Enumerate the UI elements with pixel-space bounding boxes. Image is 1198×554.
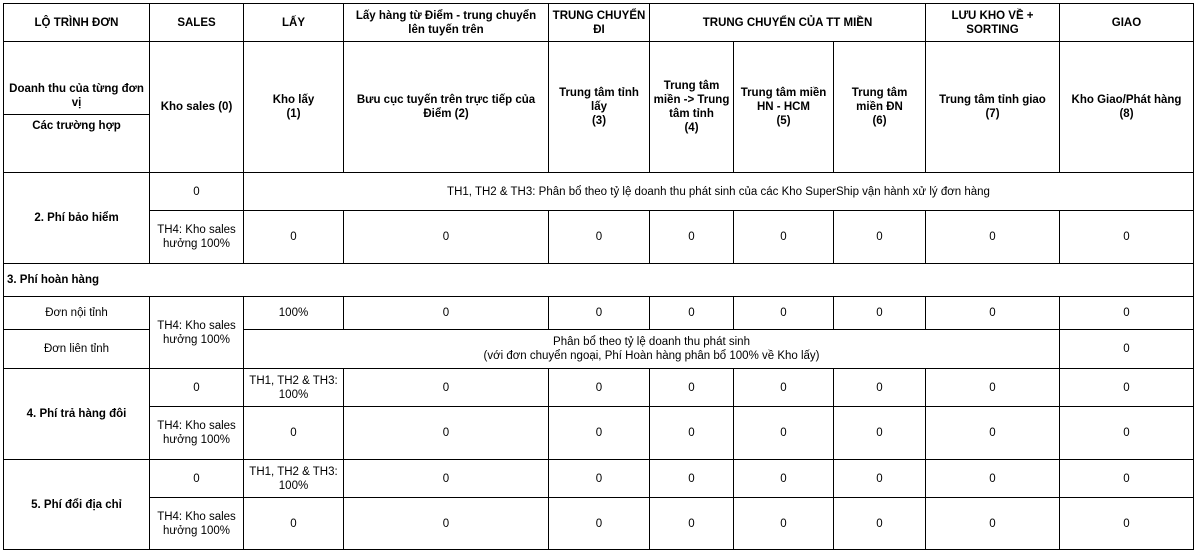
row-label-noi-tinh: Đơn nội tỉnh <box>4 297 150 330</box>
table-cell: 0 <box>650 211 734 264</box>
table-cell: 0 <box>344 369 549 407</box>
table-cell: 0 <box>1060 407 1194 460</box>
table-cell: 0 <box>926 460 1060 498</box>
table-cell: 0 <box>549 297 650 330</box>
row-label-doi-dia-chi: 5. Phí đổi địa chỉ <box>4 460 150 550</box>
header-trung-chuyen-mien: TRUNG CHUYỂN CỦA TT MIỀN <box>650 4 926 42</box>
subheader-col0: Kho sales (0) <box>150 42 244 173</box>
table-cell: 0 <box>344 407 549 460</box>
table-cell: TH1, TH2 & TH3: 100% <box>244 369 344 407</box>
table-cell: 0 <box>549 369 650 407</box>
header-luu-kho: LƯU KHO VỀ + SORTING <box>926 4 1060 42</box>
subheader-col6: Trung tâm miền ĐN (6) <box>834 42 926 173</box>
table-cell: 0 <box>244 498 344 550</box>
revenue-allocation-table <box>3 3 1194 550</box>
header-trung-chuyen-di: TRUNG CHUYỂN ĐI <box>549 4 650 42</box>
table-cell: 0 <box>734 498 834 550</box>
table-cell: 0 <box>834 211 926 264</box>
table-cell: 0 <box>926 369 1060 407</box>
table-cell: 0 <box>834 369 926 407</box>
table-cell: 0 <box>1060 369 1194 407</box>
table-cell: TH4: Kho sales hưởng 100% <box>150 498 244 550</box>
header-giao: GIAO <box>1060 4 1194 42</box>
table-cell: 0 <box>834 460 926 498</box>
table-cell: 0 <box>926 498 1060 550</box>
corner-top-label: Doanh thu của từng đơn vị <box>4 82 149 115</box>
row-label-tra-hang: 4. Phí trả hàng đôi <box>4 369 150 460</box>
table-cell: 0 <box>734 211 834 264</box>
table-cell: 0 <box>650 498 734 550</box>
subheader-col7: Trung tâm tỉnh giao (7) <box>926 42 1060 173</box>
table-cell: 0 <box>926 407 1060 460</box>
table-cell: 0 <box>734 297 834 330</box>
table-cell: 0 <box>344 211 549 264</box>
table-cell: 0 <box>1060 498 1194 550</box>
table-cell: 100% <box>244 297 344 330</box>
table-cell: 0 <box>150 173 244 211</box>
table-cell: 0 <box>549 407 650 460</box>
table-cell: 0 <box>549 211 650 264</box>
header-lay: LẤY <box>244 4 344 42</box>
corner-bottom-label: Các trường hợp <box>32 119 121 132</box>
table-cell: 0 <box>650 460 734 498</box>
table-cell: TH1, TH2 & TH3: 100% <box>244 460 344 498</box>
table-cell: 0 <box>1060 211 1194 264</box>
table-cell: 0 <box>150 460 244 498</box>
header-lay-hang: Lấy hàng từ Điểm - trung chuyển lên tuyến trên <box>344 4 549 42</box>
merged-note-bao-hiem: TH1, TH2 & TH3: Phân bổ theo tỷ lệ doanh thu phát sinh của các Kho SuperShip vận hành xử lý đơn hàng <box>244 173 1194 211</box>
table-cell: 0 <box>244 211 344 264</box>
table-cell: 0 <box>926 297 1060 330</box>
table-cell: 0 <box>650 407 734 460</box>
table-cell: 0 <box>650 297 734 330</box>
table-cell: 0 <box>344 297 549 330</box>
table-cell: 0 <box>734 407 834 460</box>
table-cell: 0 <box>150 369 244 407</box>
subheader-col4: Trung tâm miền -> Trung tâm tỉnh (4) <box>650 42 734 173</box>
header-lo-trinh: LỘ TRÌNH ĐƠN <box>4 4 150 42</box>
table-cell: 0 <box>1060 330 1194 369</box>
table-cell: 0 <box>344 498 549 550</box>
row-label-hoan-hang: 3. Phí hoàn hàng <box>4 264 1194 297</box>
subheader-col2: Bưu cục tuyến trên trực tiếp của Điểm (2) <box>344 42 549 173</box>
table-cell: 0 <box>926 211 1060 264</box>
table-cell: 0 <box>734 369 834 407</box>
header-sales: SALES <box>150 4 244 42</box>
table-cell: 0 <box>834 297 926 330</box>
table-cell: TH4: Kho sales hưởng 100% <box>150 211 244 264</box>
table-cell: TH4: Kho sales hưởng 100% <box>150 407 244 460</box>
table-cell: 0 <box>344 460 549 498</box>
corner-cell <box>4 42 150 173</box>
subheader-col3: Trung tâm tỉnh lấy (3) <box>549 42 650 173</box>
table-cell: 0 <box>734 460 834 498</box>
row-label-bao-hiem: 2. Phí bảo hiểm <box>4 173 150 264</box>
subheader-col5: Trung tâm miền HN - HCM (5) <box>734 42 834 173</box>
subheader-col8: Kho Giao/Phát hàng (8) <box>1060 42 1194 173</box>
table-cell: 0 <box>834 407 926 460</box>
table-cell: 0 <box>834 498 926 550</box>
row-label-lien-tinh: Đơn liên tỉnh <box>4 330 150 369</box>
table-cell: 0 <box>1060 297 1194 330</box>
table-cell: 0 <box>244 407 344 460</box>
table-cell: 0 <box>549 498 650 550</box>
table-cell: 0 <box>650 369 734 407</box>
table-cell: TH4: Kho sales hưởng 100% <box>150 297 244 369</box>
merged-note-lien-tinh: Phân bổ theo tỷ lệ doanh thu phát sinh (với đơn chuyển ngoại, Phí Hoàn hàng phân bổ 100% về Kho lấy) <box>244 330 1060 369</box>
table-cell: 0 <box>1060 460 1194 498</box>
subheader-col1: Kho lấy (1) <box>244 42 344 173</box>
table-cell: 0 <box>549 460 650 498</box>
